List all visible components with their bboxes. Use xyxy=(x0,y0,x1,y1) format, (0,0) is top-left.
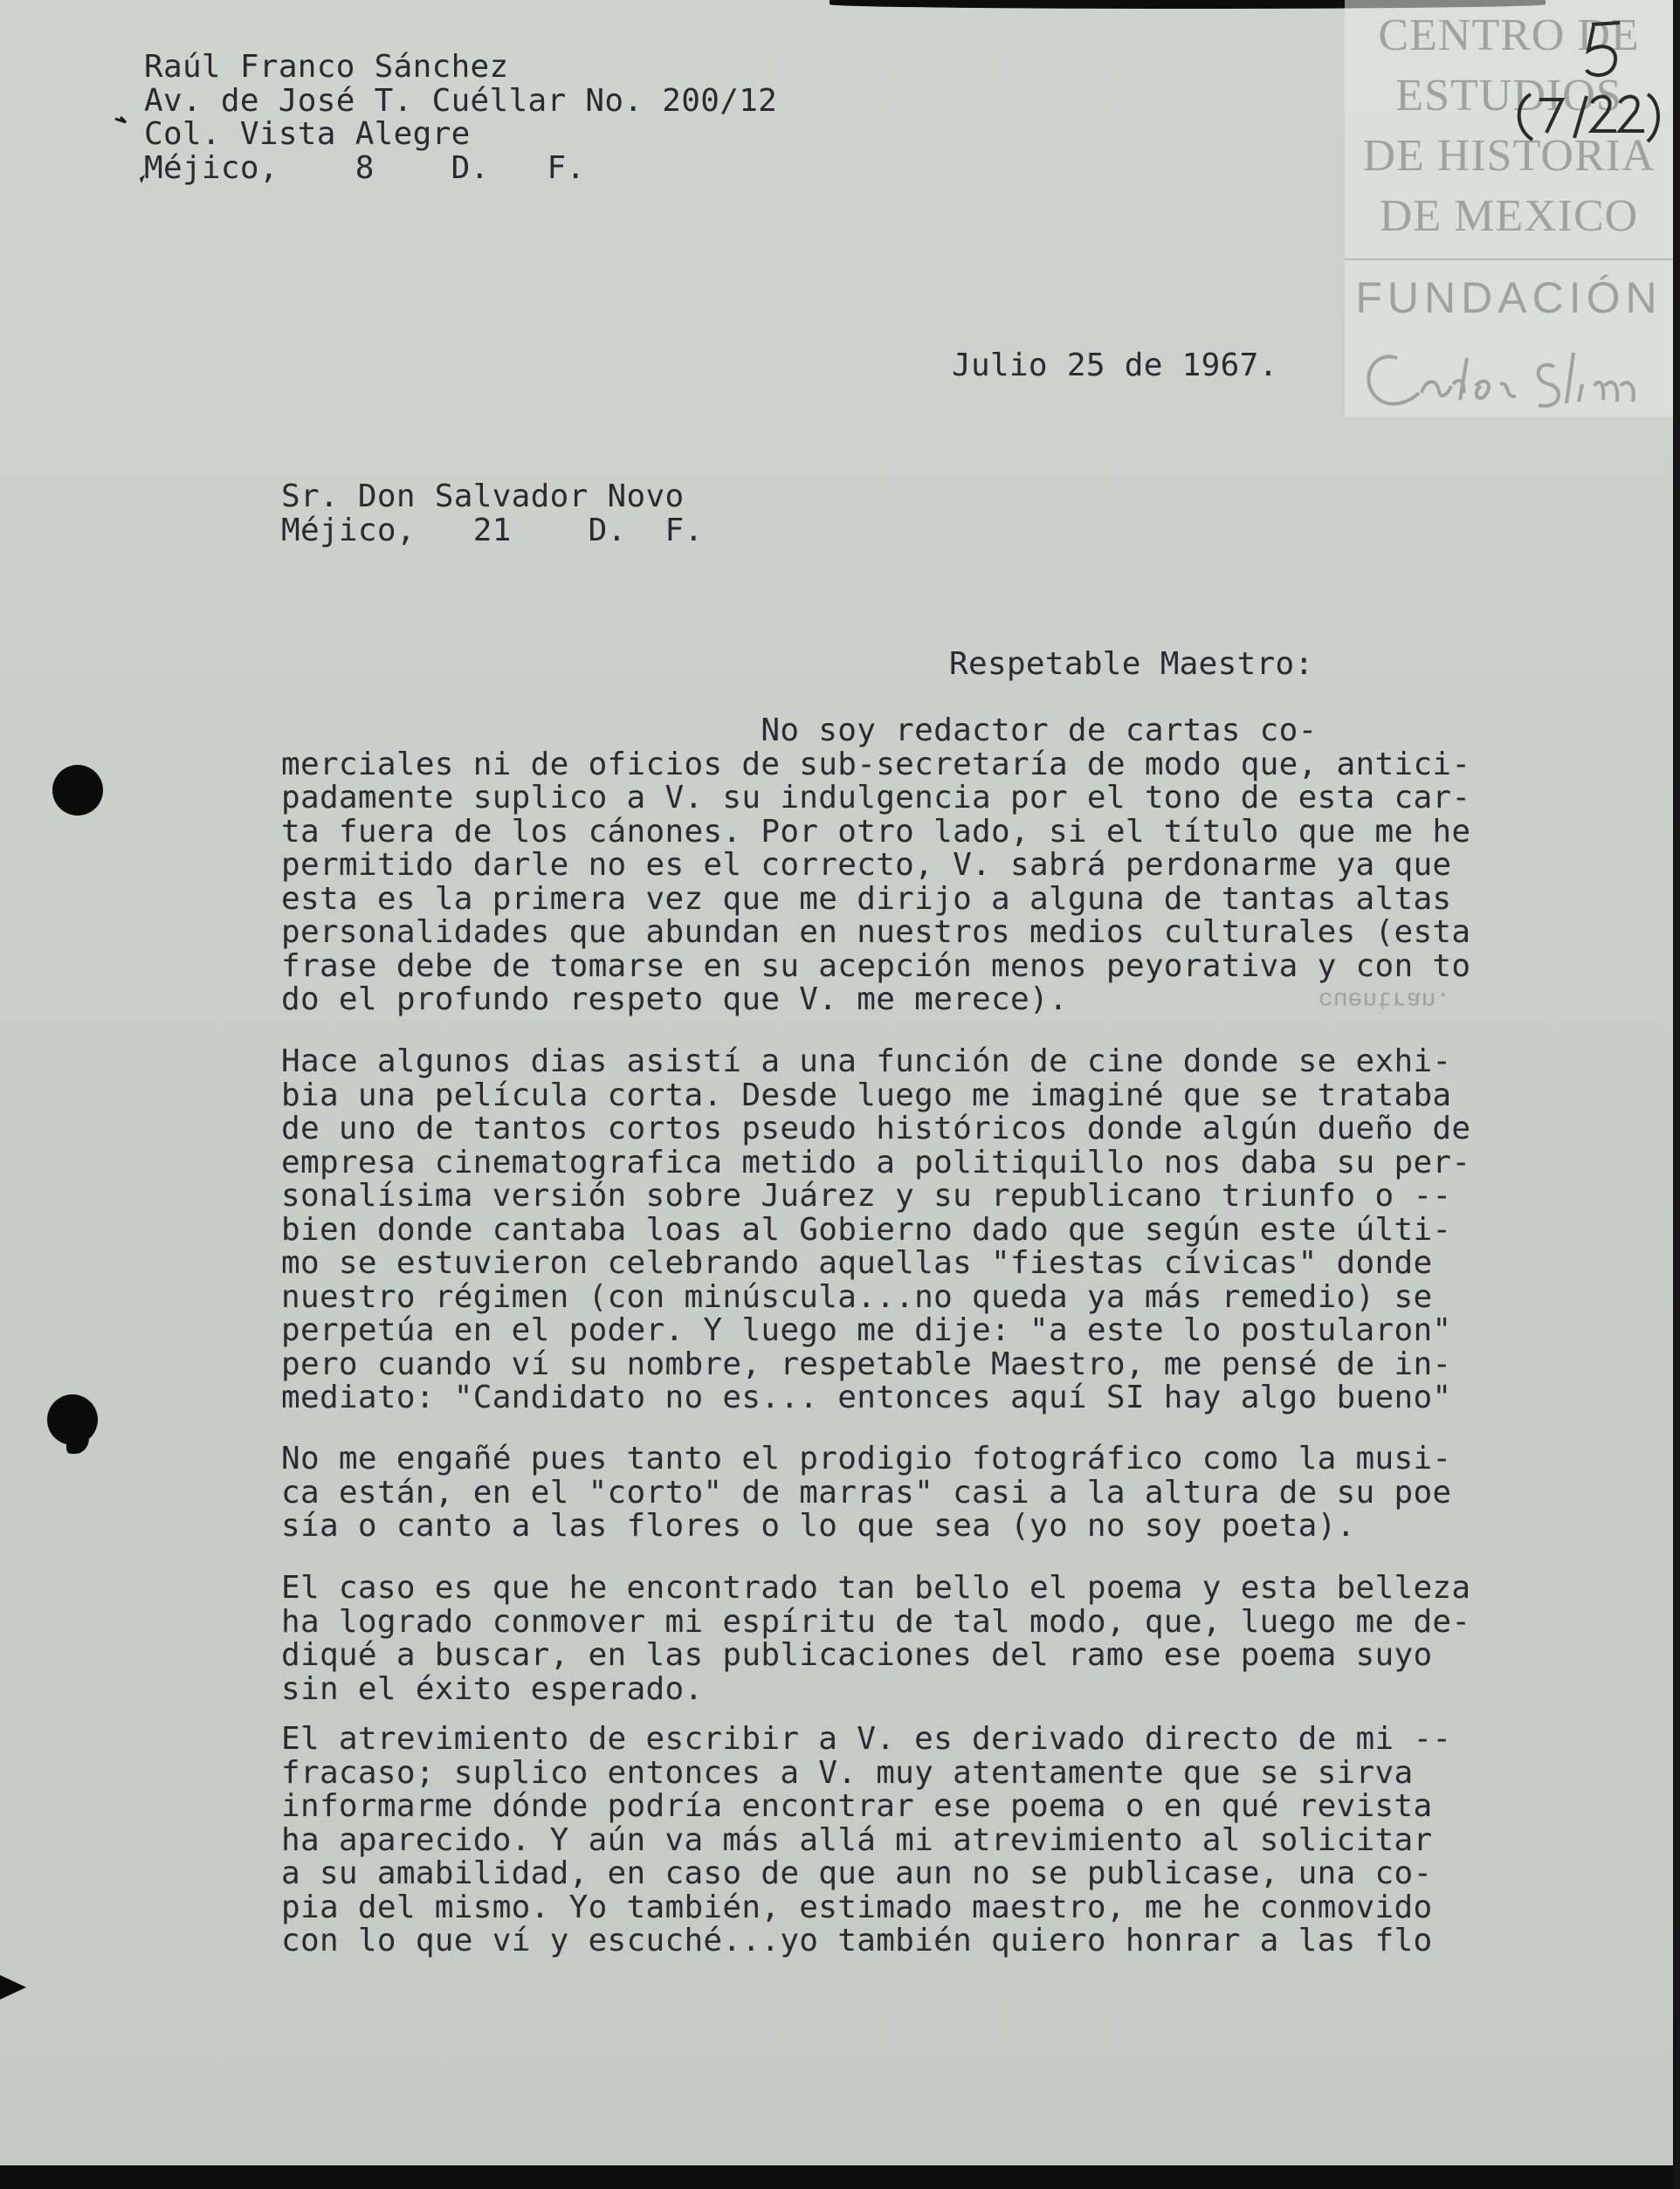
line: sin el éxito esperado. xyxy=(281,1670,704,1707)
paragraph-1 xyxy=(281,714,1470,1017)
scan-right-border xyxy=(1673,0,1680,2189)
punch-hole xyxy=(47,1394,98,1445)
recipient-city: Méjico, 21 D. F. xyxy=(281,512,704,548)
line: mediato: "Candidato no es... entonces aquí SI hay algo bueno" xyxy=(281,1380,1452,1415)
line: diqué a buscar, en las publicaciones del ramo ese poema suyo xyxy=(281,1637,1433,1673)
line: ha logrado conmover mi espíritu de tal modo, que, luego me de- xyxy=(281,1603,1471,1640)
punch-hole xyxy=(52,765,103,816)
line: empresa cinematografica metido a politiquillo nos daba su per- xyxy=(281,1144,1471,1181)
edge-notch xyxy=(0,1975,26,2000)
line: do el profundo respeto que V. me merece). xyxy=(281,981,1068,1017)
line: mo se estuvieron celebrando aquellas "fiestas cívicas" donde xyxy=(281,1245,1433,1281)
line: nuestro régimen (con minúscula...no queda ya más remedio) se xyxy=(281,1278,1433,1315)
line: sonalísima versión sobre Juárez y su republicano triunfo o -- xyxy=(281,1178,1452,1214)
line: ta fuera de los cánones. Por otro lado, si el título que me he xyxy=(281,813,1471,850)
carlos-slim-signature xyxy=(1345,332,1673,419)
line: ha aparecido. Y aún va más allá mi atrevimiento al solicitar xyxy=(281,1821,1433,1858)
salutation: Respetable Maestro: xyxy=(949,646,1314,682)
stamp-line: DE HISTORIA xyxy=(1362,131,1656,181)
line: bien donde cantaba loas al Gobierno dado que según este últi- xyxy=(281,1211,1452,1248)
line: El caso es que he encontrado tan bello el poema y esta belleza xyxy=(281,1570,1471,1606)
line: perpetúa en el poder. Y luego me dije: "a este lo postularon" xyxy=(281,1312,1452,1348)
stamp-line: DE MEXICO xyxy=(1379,191,1639,241)
sender-city: Méjico, 8 D. F. xyxy=(144,149,586,186)
line: bia una película corta. Desde luego me imaginé que se trataba xyxy=(281,1077,1452,1113)
line: de uno de tantos cortos pseudo históricos donde algún dueño de xyxy=(281,1111,1471,1146)
line: El atrevimiento de escribir a V. es derivado directo de mi -- xyxy=(281,1721,1452,1757)
line: con lo que ví y escuché...yo también quiero honrar a las flo xyxy=(281,1923,1433,1958)
paragraph-3 xyxy=(281,1442,1451,1544)
line: No me engañé pues tanto el prodigio fotográfico como la musi- xyxy=(281,1441,1452,1477)
stamp-fundacion: FUNDACIÓN xyxy=(1355,273,1663,322)
line: ca están, en el "corto" de marras" casi a la altura de su poe xyxy=(281,1474,1452,1511)
line: permitido darle no es el correcto, V. sabrá perdonarme ya que xyxy=(281,847,1452,883)
pen-marks xyxy=(114,114,148,192)
line: Hace algunos dias asistí a una función de cine donde se exhi- xyxy=(281,1043,1452,1079)
sender-name: Raúl Franco Sánchez xyxy=(144,49,509,85)
line: padamente suplico a V. su indulgencia por el tono de esta car- xyxy=(281,780,1471,816)
line: sía o canto a las flores o lo que sea (yo no soy poeta). xyxy=(281,1508,1356,1544)
handwritten-reference-note xyxy=(1489,16,1663,147)
line: personalidades que abundan en nuestros medios culturales (esta xyxy=(281,914,1471,950)
show-through-text: cuentran. xyxy=(1319,985,1451,1012)
line: frase debe de tomarse en su acepción menos peyorativa y con to xyxy=(281,947,1471,984)
line: merciales ni de oficios de sub-secretaría de modo que, antici- xyxy=(281,746,1471,782)
line: esta es la primera vez que me dirijo a alguna de tantas altas xyxy=(281,880,1452,917)
scan-bottom-border xyxy=(0,2165,1680,2189)
line: a su amabilidad, en caso de que aun no se publicase, una co- xyxy=(281,1855,1433,1891)
line: informarme dónde podría encontrar ese poema o en qué revista xyxy=(281,1788,1433,1824)
stamp-divider xyxy=(1345,258,1673,260)
sender-address xyxy=(144,51,777,185)
letter-date: Julio 25 de 1967. xyxy=(952,348,1278,383)
recipient-address xyxy=(281,480,703,547)
line: pero cuando ví su nombre, respetable Maestro, me pensé de in- xyxy=(281,1346,1452,1382)
line: No soy redactor de cartas co- xyxy=(281,712,1318,748)
line: pia del mismo. Yo también, estimado maestro, me he conmovido xyxy=(281,1889,1433,1925)
paragraph-2 xyxy=(281,1045,1470,1415)
paragraph-5 xyxy=(281,1723,1451,1958)
line: fracaso; suplico entonces a V. muy atentamente que se sirva xyxy=(281,1754,1414,1791)
paragraph-4 xyxy=(281,1572,1470,1706)
recipient-name: Sr. Don Salvador Novo xyxy=(281,478,685,514)
sender-street: Av. de José T. Cuéllar No. 200/12 xyxy=(144,82,778,119)
stamp-line: ESTUDIOS xyxy=(1395,71,1622,120)
sender-colony: Col. Vista Alegre xyxy=(144,116,471,152)
stamp-line: CENTRO DE xyxy=(1378,10,1640,60)
